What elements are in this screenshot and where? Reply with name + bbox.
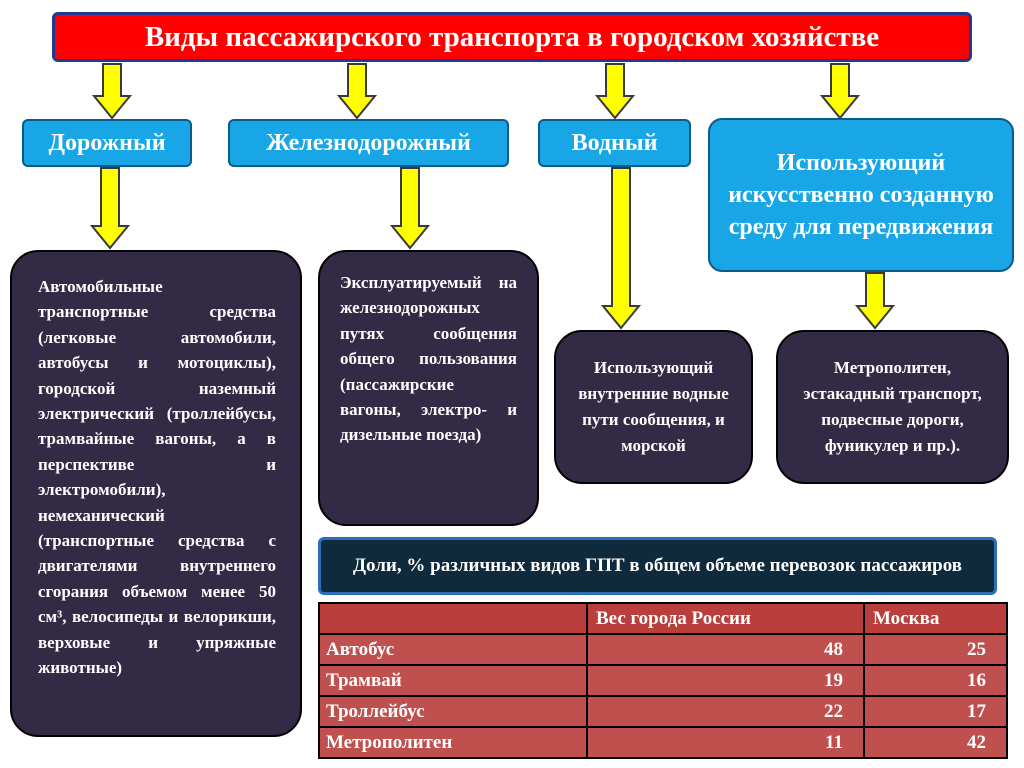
table-header-cell: Вес города России	[587, 603, 864, 634]
description-artificial-text: Метрополитен, эстакадный транспорт, подвесные дороги, фуникулер и пр.).	[803, 358, 982, 455]
arrow-down-icon	[92, 168, 128, 248]
russia-value: 19	[587, 665, 864, 696]
moscow-value: 25	[864, 634, 1007, 665]
description-water-text: Использующий внутренние водные пути сообщения, и морской	[578, 358, 729, 455]
row-label: Трамвай	[319, 665, 587, 696]
row-label: Метрополитен	[319, 727, 587, 758]
page-title	[52, 12, 972, 62]
moscow-value: 42	[864, 727, 1007, 758]
description-road-text: Автомобильные транспортные средства (легковые автомобили, автобусы и мотоциклы), городской наземный электрический (троллейбусы, трамвайные вагоны, а в перспективе и электромобили), немеханический (транспортные средства с двигателями внутреннего сгорания объемом менее 50 см³, велосипеды и велорикши, верховые и упряжные животные)	[38, 277, 276, 678]
table-caption-text: Доли, % различных видов ГПТ в общем объеме перевозок пассажиров	[352, 555, 963, 576]
category-artificial	[708, 118, 1014, 272]
russia-value: 22	[587, 696, 864, 727]
category-water	[538, 119, 691, 167]
arrow-down-icon	[822, 64, 858, 118]
table-caption	[318, 537, 997, 595]
description-rail	[318, 250, 539, 526]
russia-value: 11	[587, 727, 864, 758]
share-table	[318, 602, 1008, 759]
category-road-label: Дорожный	[48, 129, 166, 156]
arrow-down-icon	[339, 64, 375, 118]
table-row	[319, 665, 1007, 696]
category-artificial-label: Использующий искусственно созданную среду для передвижения	[728, 150, 994, 240]
table-header-cell: Москва	[864, 603, 1007, 634]
description-rail-text: Эксплуатируемый на железнодорожных путях сообщения общего пользования (пассажирские вагоны, электро- и дизельные поезда)	[340, 273, 517, 445]
russia-value: 48	[587, 634, 864, 665]
category-water-label: Водный	[571, 129, 658, 156]
description-road	[10, 250, 302, 737]
row-label: Троллейбус	[319, 696, 587, 727]
moscow-value: 16	[864, 665, 1007, 696]
row-label: Автобус	[319, 634, 587, 665]
table-row	[319, 727, 1007, 758]
category-rail	[228, 119, 509, 167]
title-text: Виды пассажирского транспорта в городском хозяйстве	[144, 20, 880, 53]
moscow-value: 17	[864, 696, 1007, 727]
arrow-down-icon	[597, 64, 633, 118]
category-road	[22, 119, 192, 167]
arrow-down-icon	[857, 273, 893, 328]
description-artificial	[776, 330, 1009, 484]
arrow-down-icon	[94, 64, 130, 118]
description-water	[554, 330, 753, 484]
table-header-cell	[319, 603, 587, 634]
arrow-down-icon	[603, 168, 639, 328]
table-row	[319, 634, 1007, 665]
category-rail-label: Железнодорожный	[266, 129, 471, 156]
table-row	[319, 696, 1007, 727]
table-header-row	[319, 603, 1007, 634]
arrow-down-icon	[392, 168, 428, 248]
